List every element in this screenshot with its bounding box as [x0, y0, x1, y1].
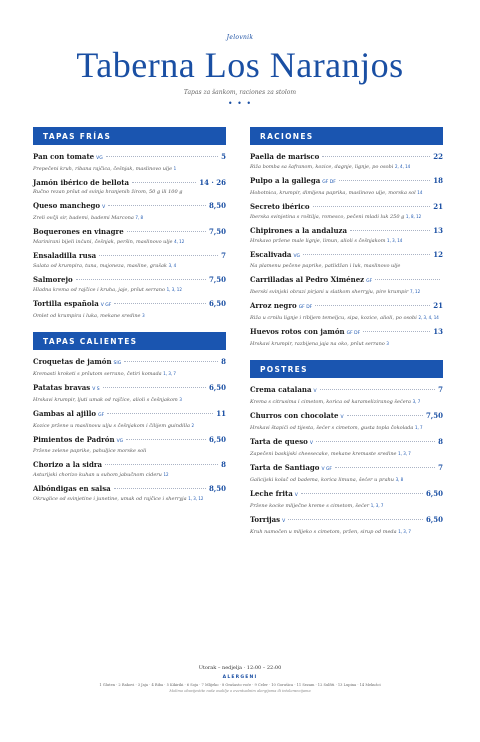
description-text: Pržene kocke mliječne kreme s cimetom, šećer — [250, 503, 370, 509]
allergen-codes: 2, 4, 14 — [394, 164, 411, 169]
dietary-tags: GF DF — [322, 180, 336, 185]
menu-item-description — [250, 528, 443, 536]
menu-item-price: 8 — [438, 437, 443, 446]
menu-item — [33, 201, 226, 222]
allergen-codes: 1, 8, 12 — [405, 214, 422, 219]
menu-item-name: Huevos rotos con jamón — [250, 327, 345, 336]
menu-item-name: Tarta de queso — [250, 437, 308, 446]
section-tapas-calientes — [33, 332, 226, 503]
menu-item — [250, 176, 443, 197]
menu-item-description — [250, 263, 443, 270]
section-title: TAPAS CALIENTES — [43, 336, 138, 346]
section-title: TAPAS FRÍAS — [43, 131, 112, 141]
left-column — [33, 127, 226, 508]
dotted-leader — [339, 180, 430, 181]
menu-item-name: Crema catalana — [250, 385, 312, 394]
allergen-codes: 1, 3, 12 — [166, 287, 182, 292]
dotted-leader — [322, 156, 430, 157]
menu-item-price: 12 — [433, 250, 443, 259]
menu-item-name: Tortilla española — [33, 299, 99, 308]
opening-hours: Utorak – nedjelja · 12:00 – 22:00 — [198, 665, 282, 671]
menu-item-name: Croquetas de jamón — [33, 357, 112, 366]
menu-item-name: Queso manchego — [33, 201, 101, 210]
menu-item-row — [250, 301, 443, 313]
menu-item — [33, 460, 226, 479]
description-text: Pržene zelene paprike, pahuljice morske soli — [33, 448, 147, 454]
menu-item-price: 6,50 — [208, 383, 226, 392]
section-postres — [250, 360, 443, 536]
allergen-codes: 1, 7 — [414, 425, 423, 430]
menu-item — [250, 327, 443, 348]
description-text: Prepečeni kruh, ribana rajčica, češnjak, maslinovo ulje — [33, 166, 173, 172]
dietary-tags: V — [102, 205, 106, 210]
dotted-leader — [313, 206, 431, 207]
section-title: RACIONES — [260, 131, 314, 141]
menu-kicker: Jelovnik — [226, 34, 254, 41]
section-raciones — [250, 127, 443, 348]
menu-item-price: 7,50 — [425, 411, 443, 420]
allergen-codes: 4, 12 — [174, 239, 185, 244]
menu-item-row — [33, 152, 226, 164]
menu-item-name: Salmorejo — [33, 275, 73, 284]
section-header-bar — [250, 127, 443, 145]
allergen-codes: 3 — [142, 313, 145, 318]
menu-item-description — [33, 189, 226, 196]
dietary-tags: V — [294, 493, 298, 498]
menu-item-description — [33, 422, 226, 430]
description-text: Ručno rezan pršut od svinja hranjenih žirom, 50 g ili 100 g — [33, 189, 183, 195]
menu-item-price: 11 — [216, 409, 226, 418]
dotted-leader — [126, 439, 206, 440]
menu-item-price: 21 — [433, 301, 443, 310]
menu-item — [250, 226, 443, 245]
menu-item-price: 6,50 — [208, 435, 226, 444]
menu-item-name: Boquerones en vinagre — [33, 227, 124, 236]
menu-item-price: 8 — [221, 460, 226, 469]
dotted-leader — [132, 182, 196, 183]
allergen-codes: 1, 3, 7 — [370, 503, 384, 508]
menu-item-price: 5 — [221, 152, 226, 161]
menu-item-row — [250, 327, 443, 339]
dotted-leader — [363, 331, 430, 332]
menu-item-row — [33, 201, 226, 213]
menu-item-row — [33, 357, 226, 369]
menu-item-name: Pulpo a la gallega — [250, 176, 321, 185]
menu-item — [33, 227, 226, 246]
menu-item-price: 7 — [221, 251, 226, 260]
menu-item-row — [250, 202, 443, 212]
restaurant-title: Taberna Los Naranjos — [76, 45, 404, 85]
allergens-list: 1 Gluten · 2 Rakovi · 3 Jaja · 4 Riba · 5 Kikiriki · 6 Soja · 7 Mlijeko · 8 Orašasto voće · 9 Celer · 10 Gorušica · 11 Sezam · 12 Sulfiti · 13 Lupina · 14 Mekušci — [99, 683, 381, 687]
menu-item-name: Pan con tomate — [33, 152, 95, 161]
menu-item-price: 8,50 — [208, 484, 226, 493]
allergen-codes: 3, 4 — [168, 263, 177, 268]
menu-item-description — [33, 286, 226, 294]
section-title: POSTRES — [260, 364, 308, 374]
dotted-leader — [107, 413, 213, 414]
menu-item-name: Churros con chocolate — [250, 411, 339, 420]
dotted-leader — [303, 254, 430, 255]
menu-item-description — [33, 238, 226, 246]
menu-item-description — [250, 288, 443, 296]
menu-item-row — [33, 178, 226, 188]
menu-item — [33, 383, 226, 404]
menu-item-description — [250, 163, 443, 171]
menu-item-row — [33, 251, 226, 261]
menu-item-price: 6,50 — [425, 515, 443, 524]
menu-item-price: 7,50 — [208, 227, 226, 236]
dietary-tags: VG — [293, 254, 301, 259]
dietary-tags: GF — [366, 279, 373, 284]
menu-item-description — [33, 495, 226, 503]
menu-item-description — [250, 314, 443, 322]
decorative-dots: • • • — [227, 99, 253, 108]
menu-item — [33, 357, 226, 378]
dotted-leader — [108, 205, 206, 206]
menu-item — [250, 437, 443, 458]
menu-item-row — [33, 409, 226, 421]
menu-item-price: 18 — [433, 176, 443, 185]
menu-item — [33, 299, 226, 320]
menu-item-description — [250, 189, 443, 197]
menu-item — [33, 409, 226, 430]
menu-item-row — [33, 275, 226, 285]
menu-item-price: 14 · 26 — [199, 178, 226, 187]
dietary-tags: V — [309, 441, 313, 446]
dotted-leader — [114, 303, 206, 304]
dotted-leader — [99, 255, 218, 256]
menu-item-row — [33, 383, 226, 395]
menu-item-description — [250, 213, 443, 221]
menu-item-price: 13 — [433, 226, 443, 235]
dietary-tags: VG — [116, 439, 124, 444]
menu-item-name: Carrilladas al Pedro Ximénez — [250, 275, 365, 284]
menu-item-row — [33, 227, 226, 237]
description-text: Iberski svinjski obrazi pirjani u slatkom sherryju, pire krumpir — [250, 289, 409, 295]
dotted-leader — [124, 361, 218, 362]
allergen-codes: 1, 3, 7 — [163, 371, 176, 376]
dotted-leader — [320, 389, 436, 390]
description-text: Hladna krema od rajčice i kruha, jaje, pršut serrano — [33, 287, 166, 293]
menu-item-name: Secreto ibérico — [250, 202, 310, 211]
allergen-codes: 7, 8 — [135, 215, 144, 220]
dietary-tags: GF DF — [298, 305, 313, 310]
menu-item — [250, 301, 443, 322]
right-column — [250, 127, 443, 541]
description-text: Okruglice od svinjetine i junetine, umak od rajčice i sherryja — [33, 496, 187, 502]
allergen-codes: 3, 7 — [412, 399, 421, 404]
dietary-tags: GF DF — [346, 331, 361, 336]
section-header-bar — [33, 127, 226, 145]
menu-item-description — [250, 450, 443, 458]
allergen-codes: 1 — [173, 166, 177, 171]
description-text: Hrskavo pržene male lignje, limun, alioli s češnjakom — [250, 238, 386, 244]
menu-item-price: 21 — [433, 202, 443, 211]
allergy-note: Molimo obavijestite naše osoblje o eventualnim alergijama ili intolerancijama — [169, 689, 311, 693]
menu-item-price: 22 — [433, 152, 443, 161]
menu-item-row — [33, 460, 226, 470]
dotted-leader — [347, 415, 423, 416]
allergens-title: ALERGENI — [222, 675, 258, 680]
menu-item-name: Escalivada — [250, 250, 292, 259]
menu-item-row — [250, 437, 443, 449]
dietary-tags: V — [282, 519, 286, 524]
menu-item-row — [250, 385, 443, 397]
dotted-leader — [114, 488, 206, 489]
description-text: Zreli ovčji sir, bademi, bademi Marcona — [33, 215, 134, 221]
allergen-codes: 12 — [163, 472, 169, 477]
restaurant-subtitle: Tapas za šankom, raciones za stolom — [183, 89, 297, 96]
menu-item — [250, 515, 443, 536]
dotted-leader — [76, 279, 206, 280]
menu-item-description — [33, 312, 226, 320]
menu-item-description — [33, 396, 226, 404]
menu-item — [250, 250, 443, 270]
dietary-tags: V — [313, 389, 317, 394]
menu-item — [33, 178, 226, 196]
dotted-leader — [127, 231, 206, 232]
menu-item — [33, 251, 226, 270]
description-text: Kremasti kroketi s pršutom serrano, četiri komada — [33, 371, 162, 377]
description-text: Krema s citrusima i cimetom, korica od karameliziranog šećera — [250, 399, 412, 405]
menu-item-description — [250, 398, 443, 406]
menu-item-row — [250, 152, 443, 162]
dotted-leader — [315, 305, 430, 306]
allergen-codes: 7, 12 — [409, 289, 421, 294]
menu-item-name: Gambas al ajillo — [33, 409, 97, 418]
allergen-codes: 3 — [386, 341, 389, 346]
menu-item-description — [33, 370, 226, 378]
menu-item-name: Ensaladilla rusa — [33, 251, 97, 260]
dotted-leader — [350, 230, 430, 231]
dotted-leader — [103, 387, 206, 388]
dietary-tags: V GF — [321, 467, 333, 472]
allergen-codes: 14 — [417, 190, 423, 195]
menu-item-description — [250, 424, 443, 432]
description-text: Iberska svinjetina s roštilja, romesco, pečeni mladi luk 250 g — [250, 214, 405, 220]
menu-item — [250, 411, 443, 432]
menu-item-description — [250, 340, 443, 348]
dotted-leader — [301, 493, 423, 494]
menu-item-description — [33, 448, 226, 455]
menu-item-description — [33, 471, 226, 479]
section-tapas-frias — [33, 127, 226, 320]
menu-item-row — [33, 484, 226, 494]
description-text: Na plamenu pečene paprike, patlidžan i luk, maslinovo ulje — [250, 263, 401, 269]
menu-item-description — [33, 214, 226, 222]
menu-footer — [0, 665, 480, 693]
menu-item-row — [33, 299, 226, 311]
menu-item-row — [250, 250, 443, 262]
menu-item — [33, 152, 226, 173]
description-text: Zapečeni baskijski cheesecake, mekane kremaste sredine — [250, 451, 397, 457]
section-header-bar — [250, 360, 443, 378]
menu-item-row — [250, 515, 443, 527]
menu-item-row — [33, 435, 226, 447]
description-text: Kozice pržene u maslinovu ulju s češnjakom i čilijem guindilla — [33, 423, 190, 429]
menu-item-name: Paella de marisco — [250, 152, 320, 161]
menu-item-description — [250, 476, 443, 484]
menu-item-row — [250, 226, 443, 236]
menu-item-name: Tarta de Santiago — [250, 463, 320, 472]
menu-item-price: 13 — [433, 327, 443, 336]
menu-item-price: 6,50 — [425, 489, 443, 498]
menu-item-name: Pimientos de Padrón — [33, 435, 115, 444]
description-text: Hrskavi krumpir, razbijena jaja na oko, pršut serrano — [250, 341, 385, 347]
menu-item-price: 7,50 — [208, 275, 226, 284]
allergen-codes: 2 — [191, 423, 195, 428]
dietary-tags: GF — [98, 413, 105, 418]
menu-item — [33, 435, 226, 455]
menu-item-description — [33, 165, 226, 173]
dietary-tags: V S — [92, 387, 100, 392]
menu-item-name: Albóndigas en salsa — [33, 484, 111, 493]
description-text: Hrskavi štapići od tijesta, šećer s cimetom, gusta topla čokolada — [250, 425, 414, 431]
allergen-codes: 1, 3, 7 — [398, 451, 411, 456]
menu-item-description — [33, 262, 226, 270]
dietary-tags: V GF — [100, 303, 112, 308]
menu-item — [33, 484, 226, 503]
dotted-leader — [375, 279, 440, 280]
menu-item-price: 8 — [221, 357, 226, 366]
menu-item-description — [250, 237, 443, 245]
menu-item-price: 7 — [438, 385, 443, 394]
description-text: Riža u crnilu lignje i ribljem temeljcu, sipa, kozice, alioli, po osobi — [250, 315, 417, 321]
menu-item-name: Torrijas — [250, 515, 281, 524]
menu-item-name: Chipirones a la andaluza — [250, 226, 348, 235]
menu-item — [250, 463, 443, 484]
dotted-leader — [106, 156, 218, 157]
description-text: Hrskavi krumpir, ljuti umak od rajčice, alioli s češnjakom — [33, 397, 178, 403]
menu-item-name: Patatas bravas — [33, 383, 91, 392]
allergen-codes: 2, 3, 4, 14 — [418, 315, 439, 320]
menu-header — [0, 34, 480, 108]
allergen-codes: 3, 8 — [395, 477, 404, 482]
section-header-bar — [33, 332, 226, 350]
menu-item-row — [250, 411, 443, 423]
menu-item-row — [250, 275, 443, 287]
menu-item-name: Arroz negro — [250, 301, 297, 310]
menu-item — [250, 489, 443, 510]
menu-item — [33, 275, 226, 294]
menu-item-price: 6,50 — [208, 299, 226, 308]
dotted-leader — [288, 519, 423, 520]
menu-item-name: Chorizo a la sidra — [33, 460, 103, 469]
menu-item-price: 8,50 — [208, 201, 226, 210]
menu-item-name: Leche frita — [250, 489, 293, 498]
description-text: Hobotnica, krumpir, dimljena paprika, maslinovo ulje, morska sol — [250, 190, 416, 196]
menu-item — [250, 385, 443, 406]
menu-item-row — [250, 463, 443, 475]
menu-item-description — [250, 502, 443, 510]
allergen-codes: 1, 3, 12 — [188, 496, 204, 501]
dotted-leader — [105, 464, 218, 465]
menu-item-row — [250, 489, 443, 501]
description-text: Marinirani bijeli inćuni, češnjak, peršin, maslinovo ulje — [33, 239, 173, 245]
dotted-leader — [316, 441, 435, 442]
menu-item — [250, 275, 443, 296]
dietary-tags: SIG — [113, 361, 122, 366]
description-text: Riža bomba sa šafranom, kozice, dagnje, lignje, po osobi — [250, 164, 394, 170]
allergen-codes: 3 — [179, 397, 182, 402]
menu-item-name: Jamón ibérico de bellota — [33, 178, 130, 187]
menu-item-price: 7 — [438, 463, 443, 472]
menu-item — [250, 152, 443, 171]
menu-item-row — [250, 176, 443, 188]
description-text: Asturijski chorizo kuhan u suhom jabučnom cideru — [33, 472, 162, 478]
allergen-codes: 1, 3, 14 — [387, 238, 403, 243]
dietary-tags: V — [340, 415, 344, 420]
dotted-leader — [335, 467, 435, 468]
menu-item — [250, 202, 443, 221]
description-text: Kruh namočen u mlijeko s cimetom, pržen, sirup od meda — [250, 529, 397, 535]
description-text: Galicijski kolač od badema, korica limuna, šećer u prahu — [250, 477, 394, 483]
dietary-tags: VG — [96, 156, 103, 161]
description-text: Omlet od krumpira i luka, mekane sredine — [33, 313, 141, 319]
description-text: Salata od krumpira, tuna, majoneza, masline, grašak — [33, 263, 167, 269]
allergen-codes: 1, 3, 7 — [398, 529, 411, 534]
